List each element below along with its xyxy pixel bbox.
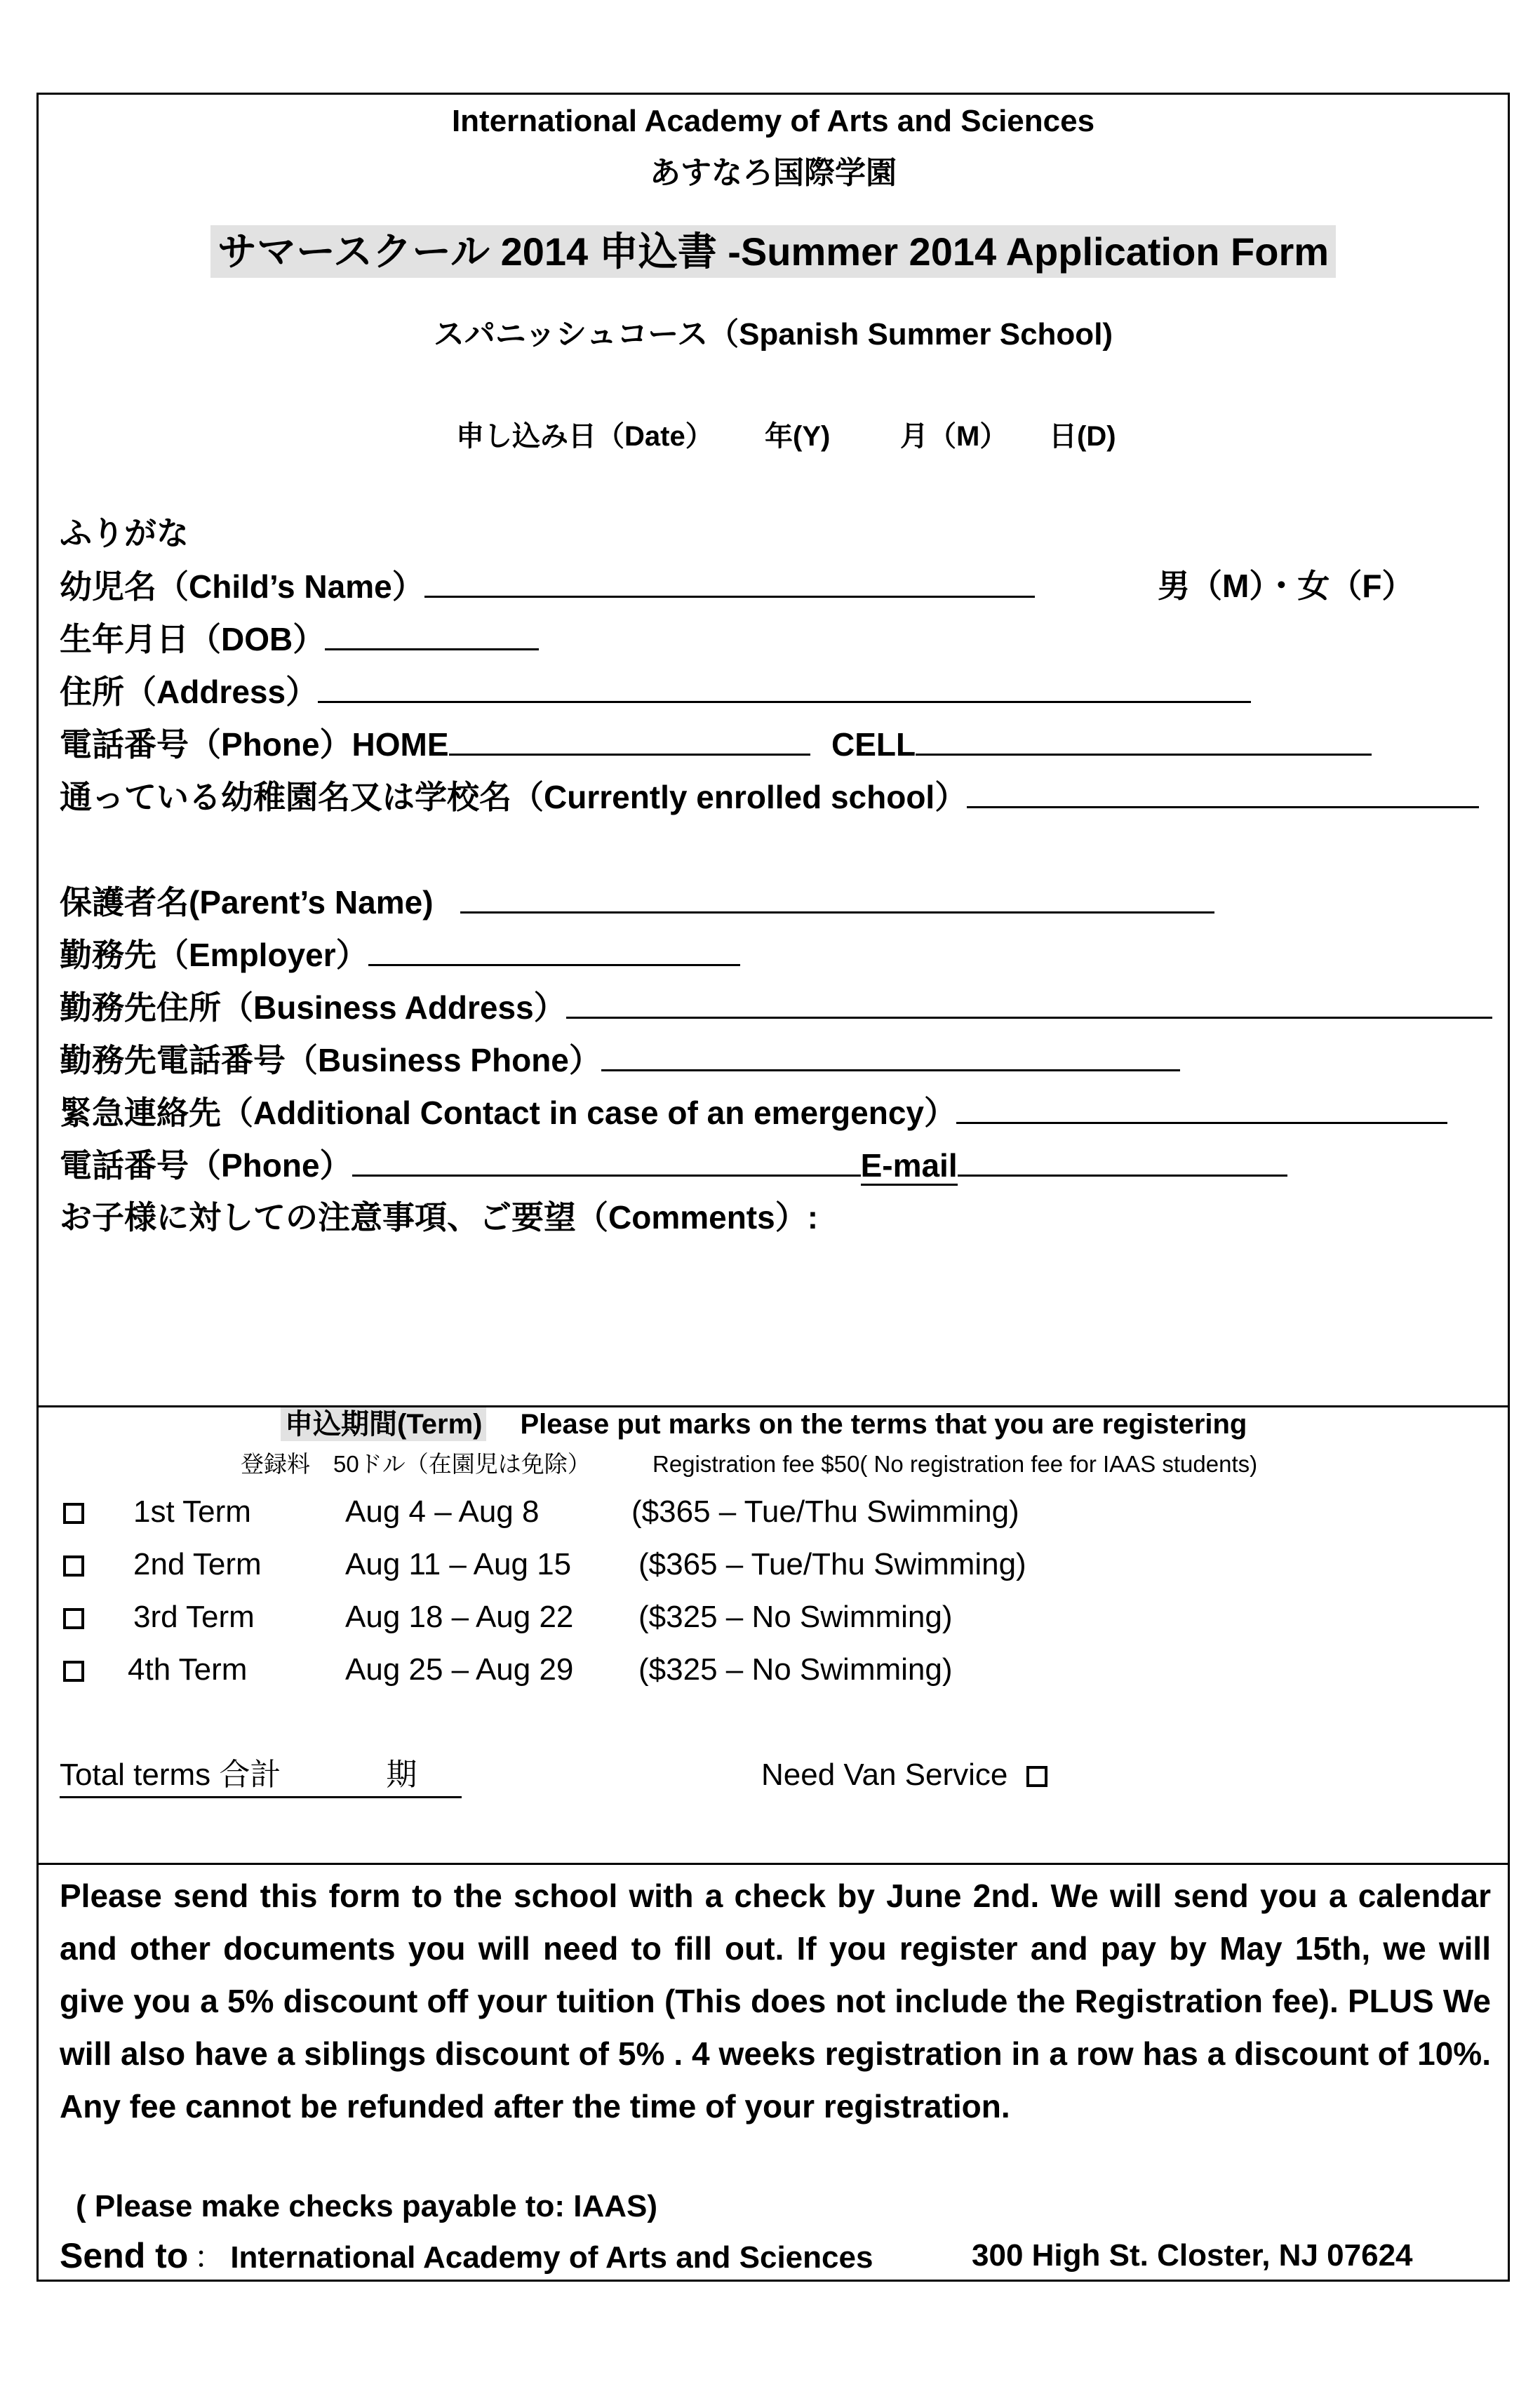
fee-en: Registration fee $50( No registration fee for IAAS students) — [652, 1451, 1258, 1477]
home-phone-field[interactable] — [449, 723, 810, 756]
business-phone-row — [60, 1038, 1180, 1080]
term-price: ($365 – Tue/Thu Swimming) — [631, 1494, 1019, 1529]
term-dates: Aug 25 – Aug 29 — [345, 1652, 574, 1687]
term-price: ($365 – Tue/Thu Swimming) — [638, 1547, 1026, 1581]
employer-label: 勤務先（Employer） — [60, 937, 368, 973]
term-2-checkbox[interactable] — [63, 1555, 84, 1577]
term-price: ($325 – No Swimming) — [638, 1652, 953, 1687]
phone-row — [60, 723, 810, 765]
terms-heading-label: 申込期間(Term) — [281, 1407, 486, 1441]
address-label: 住所（Address） — [60, 674, 319, 710]
terms-heading-text: Please put marks on the terms that you are registering — [520, 1409, 1247, 1440]
date-month[interactable]: 月（M） — [900, 421, 1008, 452]
cell-field[interactable] — [916, 723, 1372, 756]
date-label: 申し込み日（Date） — [456, 421, 714, 452]
emergency-row — [60, 1091, 1447, 1133]
send-to-address: 300 High St. Closter, NJ 07624 — [972, 2238, 1413, 2273]
send-to-name: International Academy of Arts and Sciences — [230, 2240, 873, 2275]
home-phone-label: 電話番号（Phone）HOME — [60, 726, 449, 763]
term-3-checkbox[interactable] — [63, 1608, 84, 1629]
business-address-row — [60, 986, 1492, 1028]
comments-label: お子様に対しての注意事項、ご要望（Comments）: — [60, 1199, 819, 1236]
term-dates: Aug 18 – Aug 22 — [345, 1600, 574, 1634]
business-address-field[interactable] — [566, 986, 1492, 1019]
parent-name-label: 保護者名(Parent’s Name) — [60, 884, 434, 921]
term-name: 3rd Term — [133, 1600, 255, 1634]
email-field[interactable] — [958, 1144, 1287, 1177]
van-service-label: Need Van Service — [761, 1758, 1008, 1792]
checks-payable: ( Please make checks payable to: IAAS) — [76, 2189, 658, 2223]
term-4-checkbox[interactable] — [63, 1661, 84, 1682]
emergency-field[interactable] — [956, 1091, 1447, 1124]
child-name-row — [60, 565, 1035, 607]
instructions-text: Please send this form to the school with a check by June 2nd. We will send you a calendar and other documents you will need to fill out. If you register and pay by May 15th, we will give you a 5% discount off your tuition (This does not include the Registration fee). PLUS We will also have a siblings discount of 5% . 4 weeks registration in a row has a discount of 10%. Any fee cannot be refunded after the time of your registration. — [60, 1878, 1491, 2125]
term-name: 2nd Term — [133, 1547, 262, 1581]
school-field[interactable] — [967, 775, 1479, 808]
parent-phone-label: 電話番号（Phone） — [60, 1147, 352, 1184]
send-to-row — [60, 2235, 873, 2279]
term-1-checkbox[interactable] — [63, 1503, 84, 1524]
fee-jp: 登録料 50ドル（在園児は免除） — [241, 1451, 591, 1477]
dob-field[interactable] — [325, 617, 539, 650]
comments-area[interactable] — [60, 1249, 1491, 1382]
term-dates: Aug 4 – Aug 8 — [345, 1494, 540, 1529]
form-title: サマースクール 2014 申込書 -Summer 2014 Application Form — [210, 225, 1336, 278]
instructions-paragraph — [60, 1870, 1491, 2133]
parent-name-field[interactable] — [460, 881, 1214, 914]
van-service-checkbox[interactable] — [1026, 1766, 1047, 1787]
institution-name-en: International Academy of Arts and Sciences — [451, 104, 1095, 138]
emergency-label: 緊急連絡先（Additional Contact in case of an emergency） — [60, 1095, 956, 1131]
email-label: E-mail — [861, 1147, 958, 1186]
child-name-label: 幼児名（Child’s Name） — [60, 568, 424, 605]
cell-label: CELL — [831, 726, 916, 763]
parent-phone-row — [60, 1144, 1287, 1186]
send-to-label: Send to — [60, 2236, 189, 2275]
gender-choice[interactable]: 男（M）・女（F） — [1158, 568, 1414, 604]
address-field[interactable] — [318, 670, 1251, 703]
business-address-label: 勤務先住所（Business Address） — [60, 989, 566, 1026]
business-phone-field[interactable] — [601, 1038, 1180, 1071]
institution-name-jp: あすなろ国際学園 — [650, 156, 897, 190]
furigana-label: ふりがな — [60, 515, 189, 551]
term-name: 1st Term — [133, 1494, 251, 1529]
total-terms-unit: 期 — [386, 1758, 417, 1792]
address-row — [60, 670, 1251, 712]
parent-phone-field[interactable] — [352, 1144, 861, 1177]
section-divider-notes — [36, 1863, 1510, 1865]
cell-row — [831, 723, 1372, 765]
parent-name-row — [60, 881, 1214, 923]
business-phone-label: 勤務先電話番号（Business Phone） — [60, 1042, 601, 1078]
total-terms-label: Total terms 合計 — [60, 1758, 281, 1792]
form-title-wrap — [36, 221, 1510, 277]
child-name-field[interactable] — [424, 565, 1035, 598]
date-day[interactable]: 日(D) — [1049, 421, 1116, 452]
total-terms-row — [60, 1754, 462, 1796]
term-dates: Aug 11 – Aug 15 — [345, 1547, 572, 1581]
van-service-row — [761, 1754, 1047, 1796]
school-row — [60, 775, 1479, 817]
dob-label: 生年月日（DOB） — [60, 621, 326, 657]
course-name: スパニッシュコース（Spanish Summer School) — [433, 317, 1113, 352]
school-label: 通っている幼稚園名又は学校名（Currently enrolled school） — [60, 779, 967, 815]
term-name: 4th Term — [128, 1652, 248, 1687]
date-year[interactable]: 年(Y) — [765, 421, 831, 452]
term-price: ($325 – No Swimming) — [638, 1600, 953, 1634]
dob-row — [60, 617, 539, 660]
employer-field[interactable] — [368, 933, 740, 966]
send-to-separator: ： — [194, 2240, 225, 2275]
terms-heading — [281, 1403, 1247, 1445]
employer-row — [60, 933, 740, 975]
